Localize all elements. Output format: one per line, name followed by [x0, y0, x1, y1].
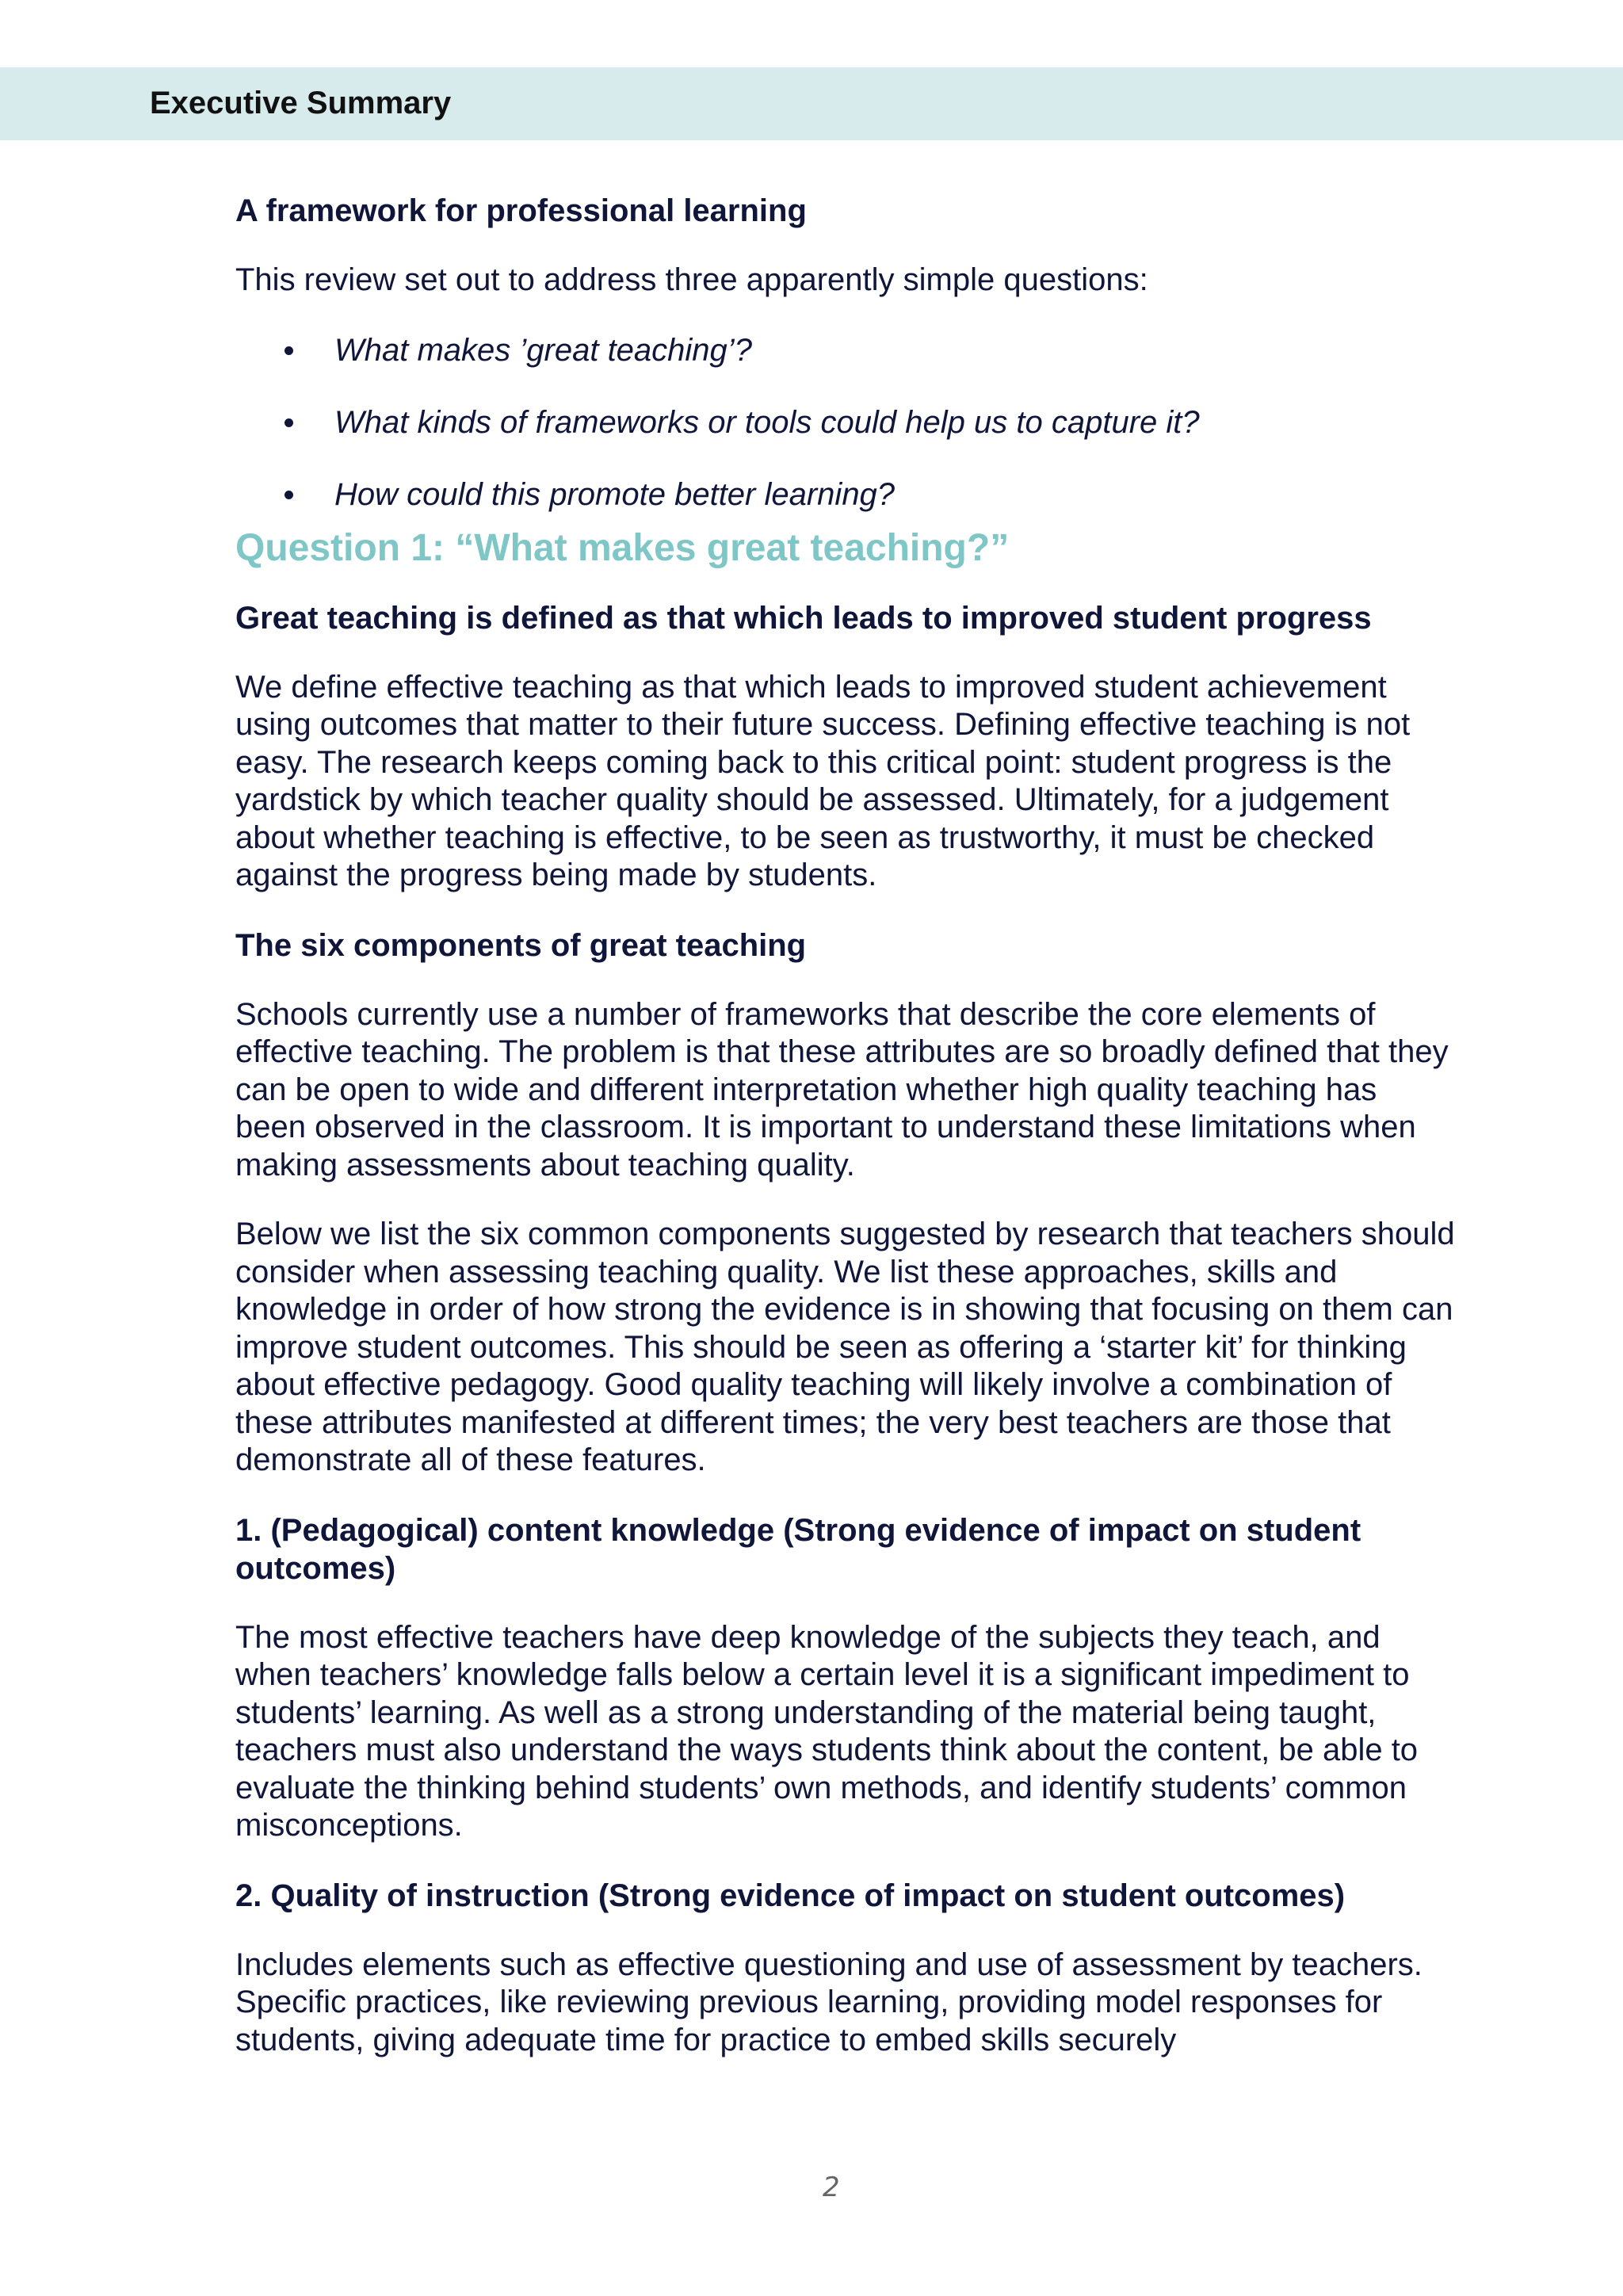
bullet-icon — [285, 346, 293, 355]
framework-heading: A framework for professional learning — [235, 193, 807, 228]
defined-subheading: Great teaching is defined as that which leads to improved student progress — [235, 600, 1372, 636]
component-2-heading: 2. Quality of instruction (Strong evidence of impact on student outcomes) — [235, 1878, 1346, 1913]
main-content — [235, 192, 1456, 2091]
list-item — [235, 403, 1456, 441]
component-2-paragraph: Includes elements such as effective questioning and use of assessment by teachers. Specific practices, like reviewing previous learning, providing model responses for students, giving adequate time for practice to embed skills securely — [235, 1946, 1423, 2057]
intro-paragraph: This review set out to address three apparently simple questions: — [235, 262, 1148, 297]
frameworks-paragraph: Schools currently use a number of frameworks that describe the core elements of effective teaching. The problem is that these attributes are so broadly defined that they can be open to wide and different interpretation whether high quality teaching has been observed in the classroom. It is important to understand these limitations when making assessments about teaching quality. — [235, 996, 1449, 1182]
section-title: Executive Summary — [150, 86, 452, 120]
bullet-icon — [285, 491, 293, 499]
component-1-paragraph: The most effective teachers have deep knowledge of the subjects they teach, and when teachers’ knowledge falls below a certain level it is a significant impediment to students’ learning. As well as a strong understanding of the material being taught, teachers must also understand the ways students think about the content, be able to evaluate the thinking behind students’ own methods, and identify students’ common misconceptions. — [235, 1619, 1419, 1843]
component-1-heading: 1. (Pedagogical) content knowledge (Strong evidence of impact on student outcomes) — [235, 1512, 1361, 1586]
page-number: 2 — [823, 2172, 840, 2203]
question-text: How could this promote better learning? — [334, 476, 896, 512]
question-1-heading: Question 1: “What makes great teaching?” — [235, 526, 1010, 569]
six-components-subheading: The six components of great teaching — [235, 927, 807, 963]
question-text: What makes ’great teaching’? — [334, 332, 752, 368]
question-text: What kinds of frameworks or tools could help us to capture it? — [334, 404, 1200, 440]
list-item — [235, 331, 1456, 369]
define-paragraph: We define effective teaching as that which leads to improved student achievement using outcomes that matter to their future success. Defining effective teaching is not easy. The research keeps coming back to this critical point: student progress is the yardstick by which teacher quality should be assessed. Ultimately, for a judgement about whether teaching is effective, to be seen as trustworthy, it must be checked against the progress being made by students. — [235, 669, 1411, 892]
components-paragraph: Below we list the six common components suggested by research that teachers should consider when assessing teaching quality. We list these approaches, skills and knowledge in order of how strong the evidence is in showing that focusing on them can improve student outcomes. This should be seen as offering a ‘starter kit’ for thinking about effective pedagogy. Good quality teaching will likely involve a combination of these attributes manifested at different times; the very best teachers are those that demonstrate all of these features. — [235, 1217, 1455, 1477]
bullet-icon — [285, 418, 293, 427]
questions-list — [235, 331, 1456, 514]
list-item — [235, 476, 1456, 514]
